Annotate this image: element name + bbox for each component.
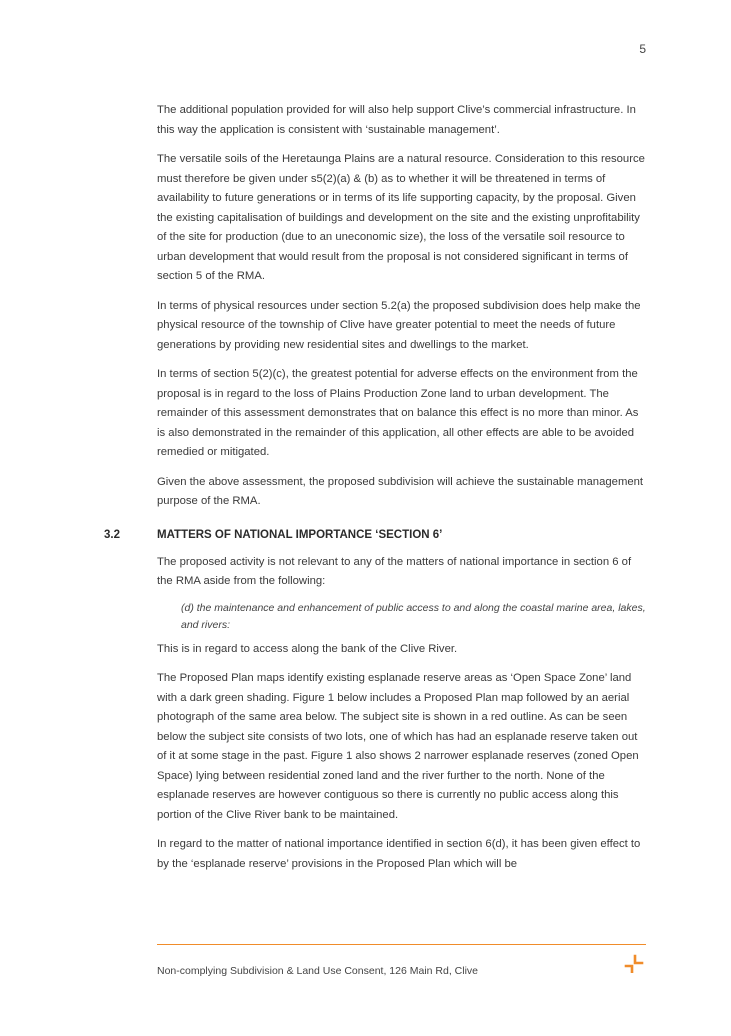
paragraph: The additional population provided for will also help support Clive’s commercial infrastructure. In this way the application is consistent with ‘sustainable management’. (157, 104, 636, 136)
paragraph: This is in regard to access along the bank of the Clive River. (157, 642, 458, 655)
block-quote: (d) the maintenance and enhancement of public access to and along the coastal marine area, lakes, and rivers: (181, 601, 646, 631)
paragraph: In terms of physical resources under section 5.2(a) the proposed subdivision does help make the physical resource of the township of Clive have greater potential to meet the needs of future generations by providing new residential sites and dwellings to the market. (157, 299, 641, 351)
paragraph: The Proposed Plan maps identify existing esplanade reserve areas as ‘Open Space Zone’ land with a dark green shading. Figure 1 below includes a Proposed Plan map followed by an aerial photograph of the same area below. The subject site is shown in a red outline. As can be seen below the subject site consists of two lots, one of which has had an esplanade reserve taken out of it at some stage in the past. Figure 1 also shows 2 narrower esplanade reserves (zoned Open Space) lying between residential zoned land and the river further to the north. None of the esplanade reserves are however contiguous so there is currently no public access along this portion of the Clive River bank to be maintained. (157, 672, 639, 821)
section-number: 3.2 (104, 528, 120, 541)
footer-divider (157, 944, 646, 945)
page-number: 5 (639, 42, 646, 56)
paragraph: The versatile soils of the Heretaunga Plains are a natural resource. Consideration to this resource must therefore be given under s5(2)(a) & (b) as to whether it will be threatened in terms of availability to future generations or in terms of its life supporting capacity, by the proposal. Given the existing capitalisation of buildings and development on the site and the existing unprofitability of the site for production (due to an uneconomic size), the loss of the versatile soil resource to urban development that would result from the proposal is not considered significant in terms of section 5 of the RMA. (157, 153, 645, 282)
section-intro: The proposed activity is not relevant to any of the matters of national importance in section 6 of the RMA aside from the following: (157, 555, 632, 587)
page-content (104, 101, 649, 884)
paragraph: In terms of section 5(2)(c), the greatest potential for adverse effects on the environment from the proposal is in regard to the loss of Plains Production Zone land to urban development. The remainder of this assessment demonstrates that on balance this effect is no more than minor. As is also demonstrated in the remainder of this application, all other effects are able to be avoided remedied or mitigated. (157, 368, 639, 458)
company-logo-icon (624, 953, 644, 973)
section-title: MATTERS OF NATIONAL IMPORTANCE ‘SECTION 6’ (157, 528, 443, 541)
paragraph: In regard to the matter of national importance identified in section 6(d), it has been given effect to by the ‘esplanade reserve’ provisions in the Proposed Plan which will be (157, 838, 641, 870)
paragraph: Given the above assessment, the proposed subdivision will achieve the sustainable management purpose of the RMA. (157, 475, 644, 507)
section-heading (104, 526, 649, 545)
footer-text: Non-complying Subdivision & Land Use Consent, 126 Main Rd, Clive (157, 965, 478, 977)
